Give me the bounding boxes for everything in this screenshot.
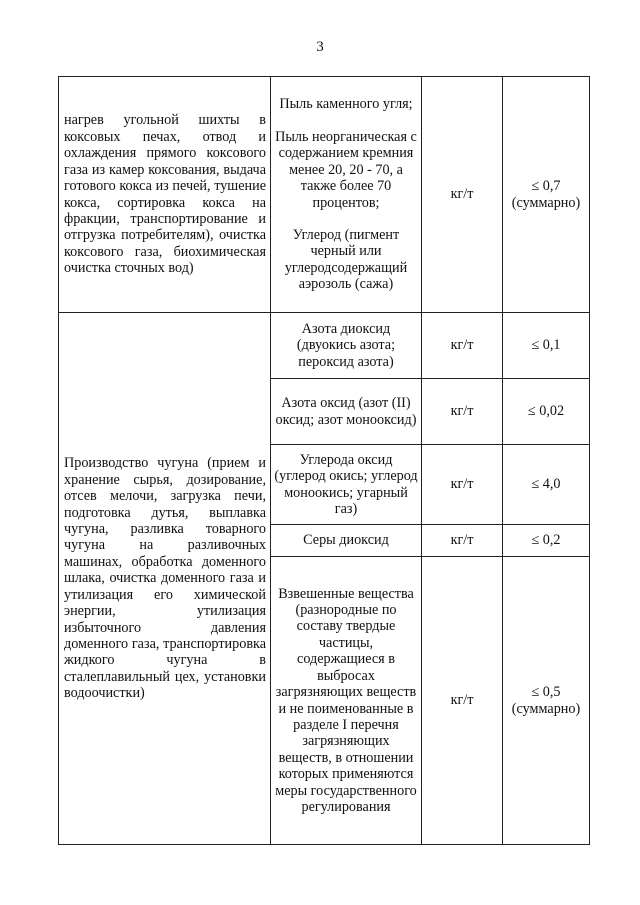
- limit-cell: ≤ 0,1: [503, 313, 590, 379]
- activity-cell: Производство чугуна (прием и хранение сырья, дозирование, отсев мелочи, загрузка печи, подготовка дутья, выплавка чугуна, разливка товарного чугуна на разливочных машинах, обработка доменного шлака, очистка доменного газа и утилизация его химической энергии, утилизация избыточного давления доменного газа, транспортировка жидкого чугуна в сталеплавильный цех, установки водоочистки): [59, 313, 271, 845]
- activity-cell: нагрев угольной шихты в коксовых печах, отвод и охлаждения прямого коксового газа из камер коксования, выдача готового кокса из печей, тушение кокса, сортировка кокса на фракции, транспортирование и отгрузка потребителям), очистка коксового газа, биохимическая очистка сточных вод): [59, 77, 271, 313]
- pollutant-cell: [271, 77, 422, 313]
- pollutant-cell: Взвешенные вещества (разнородные по составу твердые частицы, содержащиеся в выбросах загрязняющих веществ и не поименованные в разделе I перечня загрязняющих веществ, в отношении которых применяются меры государственного регулирования: [271, 557, 422, 845]
- unit-cell: кг/т: [422, 445, 503, 525]
- table-row: [59, 313, 590, 379]
- unit-cell: кг/т: [422, 77, 503, 313]
- pollutant-carbon-soot: Углерод (пигмент черный или углеродсодержащий аэрозоль (сажа): [284, 226, 408, 293]
- pollutant-cell: Азота оксид (азот (II) оксид; азот монооксид): [271, 379, 422, 445]
- table-row: [59, 77, 590, 313]
- limit-cell: ≤ 0,5 (суммарно): [503, 557, 590, 845]
- pollutant-cell: Углерода оксид (углерод окись; углерод моноокись; угарный газ): [271, 445, 422, 525]
- unit-cell: кг/т: [422, 379, 503, 445]
- unit-cell: кг/т: [422, 525, 503, 557]
- unit-cell: кг/т: [422, 557, 503, 845]
- emission-limits-table: [58, 76, 590, 845]
- limit-cell: ≤ 0,7 (суммарно): [503, 77, 590, 313]
- limit-cell: ≤ 0,2: [503, 525, 590, 557]
- unit-cell: кг/т: [422, 313, 503, 379]
- pollutant-inorganic-dust: Пыль неорганическая с содержанием кремния менее 20, 20 - 70, а также более 70 процентов;: [275, 128, 417, 211]
- limit-cell: ≤ 4,0: [503, 445, 590, 525]
- pollutant-cell: Азота диоксид (двуокись азота; пероксид азота): [271, 313, 422, 379]
- page-number: 3: [316, 39, 324, 55]
- pollutant-cell: Серы диоксид: [271, 525, 422, 557]
- pollutant-coal-dust: Пыль каменного угля;: [279, 96, 413, 113]
- limit-cell: ≤ 0,02: [503, 379, 590, 445]
